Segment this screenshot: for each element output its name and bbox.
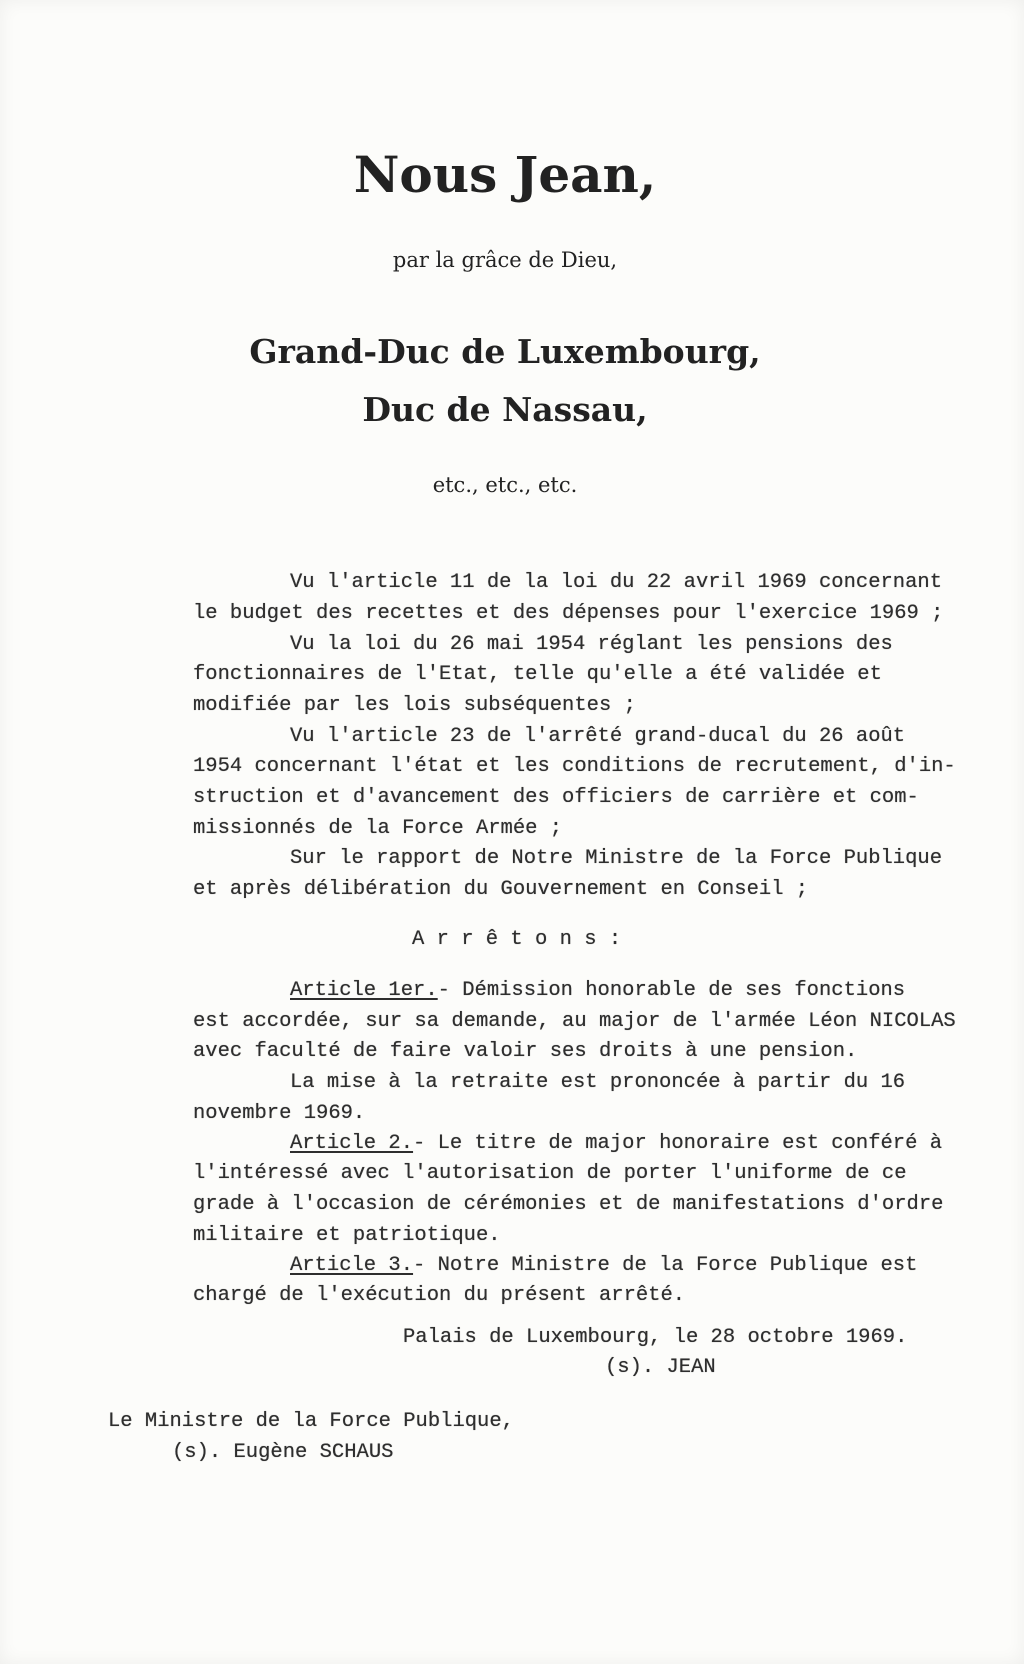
article-2-line: militaire et patriotique. [193, 1224, 501, 1247]
article-2-text: - Le titre de major honoraire est conféré à [413, 1132, 943, 1155]
considerant-line: le budget des recettes et des dépenses pour l'exercice 1969 ; [193, 602, 944, 625]
considerant-line: struction et d'avancement des officiers de carrière et com- [193, 786, 919, 809]
article-1-line: novembre 1969. [193, 1102, 366, 1125]
article-3-line: chargé de l'exécution du présent arrêté. [193, 1284, 686, 1307]
arretons-heading: A r r ê t o n s : [412, 928, 622, 951]
minister-signature: (s). Eugène SCHAUS [172, 1441, 394, 1464]
heading-duc-nassau: Duc de Nassau, [362, 390, 648, 429]
article-1-text: - Démission honorable de ses fonctions [437, 979, 906, 1002]
considerant-line: modifiée par les lois subséquentes ; [193, 694, 636, 717]
minister-title: Le Ministre de la Force Publique, [108, 1410, 514, 1433]
considerant-line: missionnés de la Force Armée ; [193, 817, 563, 840]
considerant-line: 1954 concernant l'état et les conditions de recrutement, d'in- [193, 755, 956, 778]
article-3-text: - Notre Ministre de la Force Publique est [413, 1254, 918, 1277]
article-1-line: La mise à la retraite est prononcée à partir du 16 [290, 1071, 906, 1094]
signature-jean: (s). JEAN [605, 1356, 716, 1379]
considerant-line: fonctionnaires de l'Etat, telle qu'elle a été validée et [193, 663, 882, 686]
article-2-line: grade à l'occasion de cérémonies et de manifestations d'ordre [193, 1193, 944, 1216]
article-1-label: Article 1er. [290, 979, 438, 1002]
article-1-line: est accordée, sur sa demande, au major de l'armée Léon NICOLAS [193, 1010, 956, 1033]
article-2-line: l'intéressé avec l'autorisation de porter l'uniforme de ce [193, 1162, 907, 1185]
article-3-label: Article 3. [290, 1254, 414, 1277]
considerant-line: Sur le rapport de Notre Ministre de la Force Publique [290, 847, 943, 870]
place-date: Palais de Luxembourg, le 28 octobre 1969. [403, 1326, 908, 1349]
considerant-line: et après délibération du Gouvernement en Conseil ; [193, 878, 809, 901]
article-1-line: avec faculté de faire valoir ses droits à une pension. [193, 1040, 858, 1063]
heading-grace: par la grâce de Dieu, [392, 248, 618, 272]
article-2-label: Article 2. [290, 1132, 414, 1155]
heading-etc: etc., etc., etc. [432, 473, 578, 497]
considerant-line: Vu l'article 23 de l'arrêté grand-ducal du 26 août [290, 725, 906, 748]
considerant-line: Vu la loi du 26 mai 1954 réglant les pensions des [290, 633, 893, 656]
heading-grand-duc: Grand-Duc de Luxembourg, [249, 332, 761, 371]
considerant-line: Vu l'article 11 de la loi du 22 avril 1969 concernant [290, 571, 943, 594]
heading-nous-jean: Nous Jean, [353, 145, 657, 204]
